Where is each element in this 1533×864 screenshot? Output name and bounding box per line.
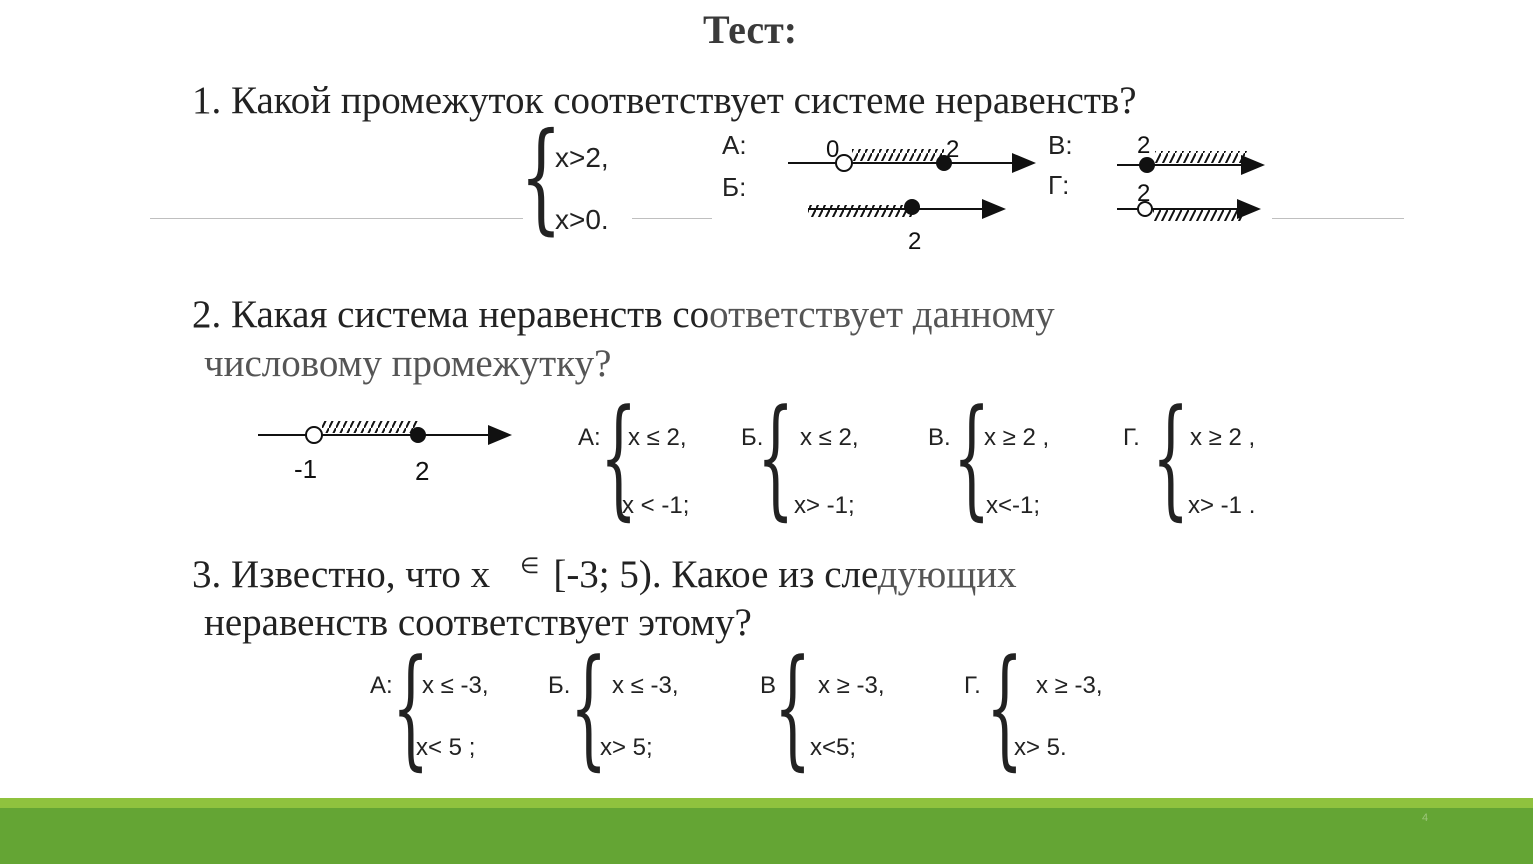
q1-axis-g	[1117, 180, 1257, 221]
q2-option-b-brace: {	[757, 381, 795, 533]
slide-title: Тест:	[702, 7, 798, 52]
q2-tick-2: 2	[415, 456, 430, 486]
q2-option-b-bottom: x> -1;	[794, 492, 855, 519]
q3-option-b-top: x ≤ -3,	[612, 672, 679, 699]
q2-open-point	[306, 427, 322, 443]
q2-option-a-top: x ≤ 2,	[628, 424, 687, 451]
footer-bar	[0, 808, 1533, 864]
q1-v-closed-point	[1139, 157, 1155, 173]
footer-accent-bar	[0, 798, 1533, 808]
divider-right	[1272, 218, 1404, 219]
question-3-line-1	[192, 552, 1017, 597]
q2-option-a-bottom: x < -1;	[622, 492, 690, 519]
slide-number: 4	[1422, 812, 1429, 824]
question-2-line-2: числовому промежутку?	[204, 342, 612, 385]
q1-option-v-label: В:	[1048, 130, 1073, 160]
q1-system-line-1: x>2,	[555, 142, 609, 173]
q2-closed-point	[410, 427, 426, 443]
q2-number-line	[252, 400, 522, 490]
q1-b-tick-2: 2	[908, 228, 922, 255]
q3-option-b-label: Б.	[548, 672, 571, 699]
q2-option-v-label: В.	[928, 424, 951, 451]
question-2-line-1-a: 2. Какая система неравенств со	[192, 293, 710, 336]
q2-option-b-label: Б.	[741, 424, 764, 451]
q3-option-g-bottom: x> 5.	[1014, 734, 1067, 761]
q3-option-a-bottom: x< 5 ;	[416, 734, 476, 761]
q3-option-v-brace: {	[774, 631, 812, 783]
question-3-line-1-c: дующих	[877, 553, 1017, 596]
question-3-line-2: неравенств соответствует этому?	[204, 601, 752, 644]
q2-option-v-brace: {	[953, 381, 991, 533]
q1-axis-a	[788, 136, 1032, 171]
q2-option-g-brace: {	[1152, 381, 1190, 533]
q1-option-g-label: Г:	[1048, 170, 1070, 200]
q3-option-v-top: x ≥ -3,	[818, 672, 885, 699]
q1-number-lines-vg	[1105, 125, 1275, 235]
divider-mid	[632, 218, 712, 219]
question-1-text: 1. Какой промежуток соответствует системе неравенств?	[192, 79, 1137, 122]
q1-g-tick-2: 2	[1137, 180, 1151, 207]
q3-option-b-brace: {	[570, 631, 608, 783]
q3-option-a-brace: {	[392, 631, 430, 783]
question-3-line-1-b: [-3; 5). Какое из сле	[553, 553, 878, 596]
q2-tick-minus-1: -1	[294, 454, 318, 484]
q3-option-b-bottom: x> 5;	[600, 734, 653, 761]
q3-option-g-brace: {	[986, 631, 1024, 783]
q2-option-v-bottom: x<-1;	[986, 492, 1041, 519]
q3-option-v-label: В	[760, 672, 777, 699]
question-2-line-1-b: ответствует данному	[709, 293, 1055, 336]
divider-left	[150, 218, 523, 219]
q1-axis-v	[1117, 132, 1261, 173]
q3-option-a-label: А:	[370, 672, 393, 699]
q1-v-tick-2: 2	[1137, 132, 1151, 159]
q3-option-a-top: x ≤ -3,	[422, 672, 489, 699]
q1-number-lines-ab	[760, 125, 1060, 255]
q2-option-g-top: x ≥ 2 ,	[1190, 424, 1256, 451]
q1-option-a-label: А:	[722, 130, 747, 160]
element-of-symbol: ∈	[520, 553, 540, 578]
q1-axis-b	[808, 199, 1002, 255]
q1-system-line-2: x>0.	[555, 204, 609, 235]
q3-option-v-bottom: x<5;	[810, 734, 857, 761]
q1-a-tick-2: 2	[946, 136, 960, 163]
question-3-line-1-a: 3. Известно, что x	[192, 553, 491, 596]
q2-option-a-brace: {	[600, 381, 638, 533]
q1-system-brace: {	[520, 108, 562, 247]
q1-option-b-label: Б:	[722, 172, 747, 202]
question-2-line-1	[192, 292, 1055, 337]
q3-option-g-top: x ≥ -3,	[1036, 672, 1103, 699]
q1-b-closed-point	[904, 199, 920, 215]
q2-option-g-label: Г.	[1123, 424, 1140, 451]
q1-a-tick-0: 0	[826, 136, 840, 163]
q2-option-b-top: x ≤ 2,	[800, 424, 859, 451]
q2-option-a-label: А:	[578, 424, 601, 451]
q2-option-g-bottom: x> -1 .	[1188, 492, 1256, 519]
q2-option-v-top: x ≥ 2 ,	[984, 424, 1050, 451]
q3-option-g-label: Г.	[964, 672, 981, 699]
